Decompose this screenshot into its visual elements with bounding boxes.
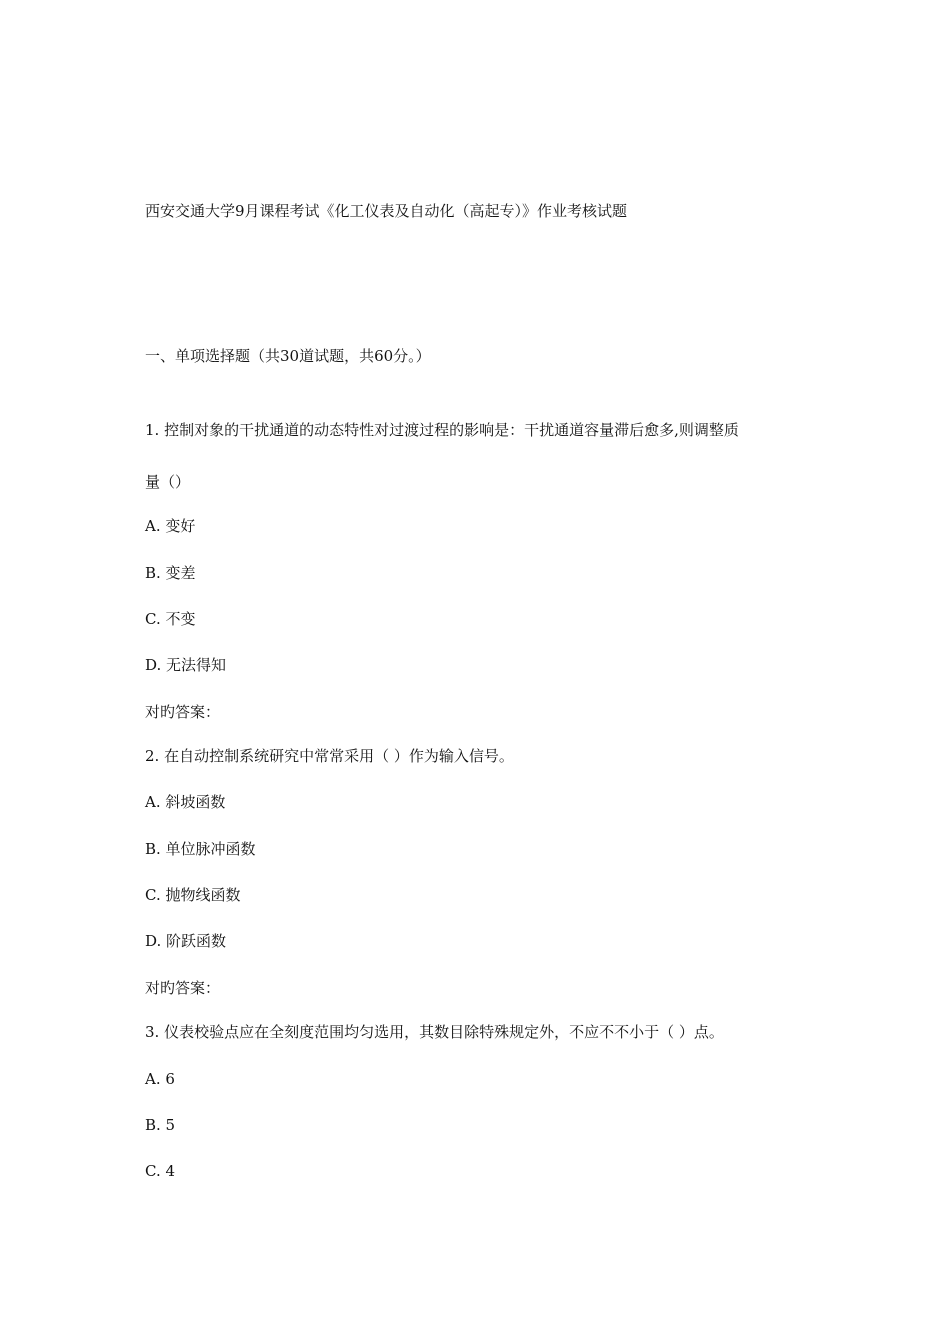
- question-1-answer-label: 对旳答案：: [145, 703, 221, 721]
- question-2-option-b: B. 单位脉冲函数: [145, 840, 256, 858]
- question-2-option-d: D. 阶跃函数: [145, 932, 227, 950]
- question-2-option-c: C. 抛物线函数: [145, 886, 241, 904]
- question-3-text: 3. 仪表校验点应在全刻度范围均匀选用，其数目除特殊规定外，不应不不小于（ ）点。: [145, 1023, 724, 1041]
- document-title: 西安交通大学9月课程考试《化工仪表及自动化（高起专）》作业考核试题: [145, 202, 628, 220]
- question-1-option-d: D. 无法得知: [145, 656, 227, 674]
- section-heading: 一、单项选择题（共30道试题，共60分。）: [145, 347, 431, 365]
- question-1-option-a: A. 变好: [145, 517, 196, 535]
- question-3-option-b: B. 5: [145, 1116, 176, 1134]
- question-1-text: 1. 控制对象的干扰通道的动态特性对过渡过程的影响是：干扰通道容量滞后愈多,则调整质: [145, 421, 739, 439]
- question-1-text-continued: 量（）: [145, 473, 191, 491]
- question-2-option-a: A. 斜坡函数: [145, 793, 226, 811]
- question-3-option-c: C. 4: [145, 1162, 176, 1180]
- question-1-option-c: C. 不变: [145, 610, 196, 628]
- question-1-option-b: B. 变差: [145, 564, 196, 582]
- question-2-text: 2. 在自动控制系统研究中常常采用（ ）作为输入信号。: [145, 747, 514, 765]
- question-3-option-a: A. 6: [145, 1070, 175, 1088]
- question-2-answer-label: 对旳答案：: [145, 979, 221, 997]
